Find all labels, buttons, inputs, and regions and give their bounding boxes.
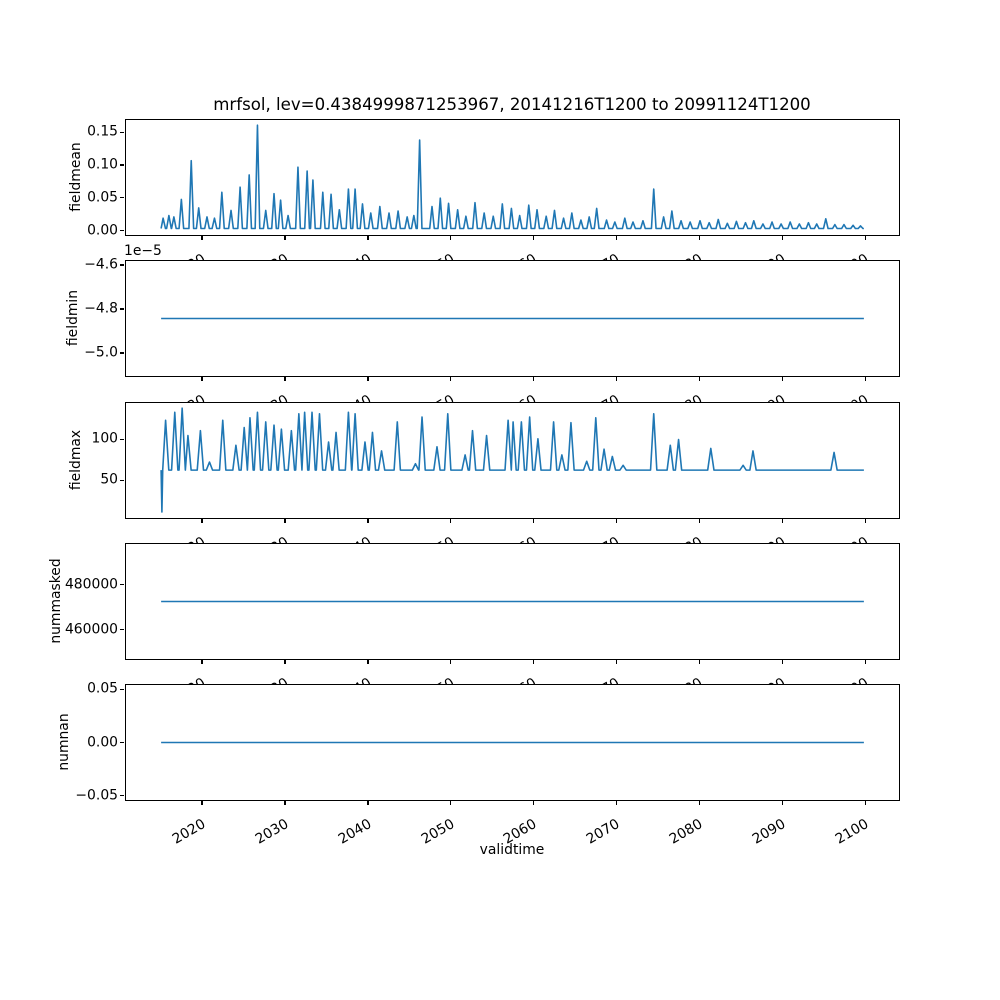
y-tick-mark xyxy=(120,742,124,743)
x-tick-mark xyxy=(201,377,202,381)
y-tick-label: 460000 xyxy=(64,620,118,637)
x-tick-label-text: 2050 xyxy=(418,816,457,848)
x-tick-mark xyxy=(865,377,866,381)
y-tick-label: 100 xyxy=(91,430,118,447)
x-tick-mark xyxy=(865,660,866,664)
x-tick-mark xyxy=(782,377,783,381)
y-tick-mark xyxy=(120,308,124,309)
y-tick-label: 0.00 xyxy=(87,733,118,750)
y-tick-mark xyxy=(120,480,124,481)
ylabel-fieldmin: fieldmin xyxy=(65,289,81,347)
subplot-nummasked xyxy=(125,543,900,660)
x-tick-label-text: 2080 xyxy=(667,816,706,848)
x-tick-mark xyxy=(699,236,700,240)
x-tick-mark xyxy=(782,801,783,805)
x-tick-mark xyxy=(533,801,534,805)
y-tick-label: 0.10 xyxy=(87,156,118,173)
y-tick-mark xyxy=(120,795,124,796)
x-tick-label-text: 2060 xyxy=(501,816,540,848)
fieldmean-line-plot xyxy=(126,120,899,235)
x-tick-mark xyxy=(616,801,617,805)
x-tick-mark xyxy=(284,236,285,240)
y-tick-mark xyxy=(120,439,124,440)
fieldmin-line-plot xyxy=(126,261,899,376)
x-tick-mark xyxy=(699,801,700,805)
x-tick-mark xyxy=(533,377,534,381)
x-tick-mark xyxy=(865,236,866,240)
y-tick-label: 480000 xyxy=(64,575,118,592)
x-tick-mark xyxy=(201,660,202,664)
x-tick-mark xyxy=(450,377,451,381)
x-tick-label-text: 2030 xyxy=(252,816,291,848)
ylabel-numnan: numnan xyxy=(56,713,72,771)
y-tick-label: −0.05 xyxy=(75,787,118,804)
ylabel-fieldmax: fieldmax xyxy=(68,429,84,491)
y-tick-mark xyxy=(120,132,124,133)
ylabel-fieldmean: fieldmean xyxy=(68,142,84,212)
x-tick-mark xyxy=(367,519,368,523)
y-tick-mark xyxy=(120,352,124,353)
fieldmin-offset-text: 1e−5 xyxy=(124,243,162,259)
y-tick-label: −4.6 xyxy=(84,256,118,273)
subplot-fieldmax xyxy=(125,402,900,519)
subplot-fieldmean xyxy=(125,119,900,236)
y-tick-mark xyxy=(120,689,124,690)
y-tick-label: 0.05 xyxy=(87,189,118,206)
x-tick-mark xyxy=(865,519,866,523)
fieldmax-line-plot xyxy=(126,403,899,518)
y-tick-label: −4.8 xyxy=(84,300,118,317)
x-tick-mark xyxy=(616,519,617,523)
y-tick-mark xyxy=(120,230,124,231)
y-tick-label: −5.0 xyxy=(84,344,118,361)
x-tick-mark xyxy=(782,236,783,240)
x-tick-label-text: 2070 xyxy=(584,816,623,848)
y-tick-mark xyxy=(120,584,124,585)
y-tick-label: 0.05 xyxy=(87,680,118,697)
y-tick-mark xyxy=(120,264,124,265)
x-tick-mark xyxy=(533,660,534,664)
subplot-fieldmin xyxy=(125,260,900,377)
x-tick-mark xyxy=(201,519,202,523)
x-tick-mark xyxy=(284,660,285,664)
subplot-numnan xyxy=(125,684,900,801)
ylabel-nummasked: nummasked xyxy=(48,558,64,644)
x-tick-mark xyxy=(284,519,285,523)
x-tick-mark xyxy=(367,801,368,805)
x-tick-mark xyxy=(450,519,451,523)
y-tick-label: 50 xyxy=(100,471,118,488)
x-tick-mark xyxy=(367,236,368,240)
y-tick-mark xyxy=(120,629,124,630)
numnan-line-plot xyxy=(126,685,899,800)
x-tick-mark xyxy=(450,660,451,664)
x-tick-mark xyxy=(284,801,285,805)
x-tick-label-text: 2040 xyxy=(335,816,374,848)
x-tick-label-text: 2090 xyxy=(750,816,789,848)
y-tick-label: 0.15 xyxy=(87,123,118,140)
x-tick-mark xyxy=(450,236,451,240)
x-tick-mark xyxy=(782,660,783,664)
x-tick-mark xyxy=(450,801,451,805)
x-tick-mark xyxy=(616,236,617,240)
x-tick-label-text: 2020 xyxy=(169,816,209,848)
nummasked-line-plot xyxy=(126,544,899,659)
y-tick-mark xyxy=(120,164,124,165)
y-tick-mark xyxy=(120,197,124,198)
x-tick-mark xyxy=(699,519,700,523)
x-axis-label: validtime xyxy=(479,842,545,858)
x-tick-mark xyxy=(533,519,534,523)
x-tick-mark xyxy=(699,660,700,664)
figure-title: mrfsol, lev=0.4384999871253967, 20141216T1200 to 20991124T1200 xyxy=(213,95,811,114)
x-tick-label-text: 2100 xyxy=(832,816,872,848)
x-tick-mark xyxy=(616,377,617,381)
x-tick-mark xyxy=(284,377,285,381)
y-tick-label: 0.00 xyxy=(87,222,118,239)
x-tick-mark xyxy=(699,377,700,381)
x-tick-mark xyxy=(201,236,202,240)
x-tick-mark xyxy=(367,377,368,381)
x-tick-mark xyxy=(616,660,617,664)
x-tick-mark xyxy=(201,801,202,805)
x-tick-mark xyxy=(367,660,368,664)
x-tick-mark xyxy=(865,801,866,805)
x-tick-mark xyxy=(533,236,534,240)
x-tick-mark xyxy=(782,519,783,523)
